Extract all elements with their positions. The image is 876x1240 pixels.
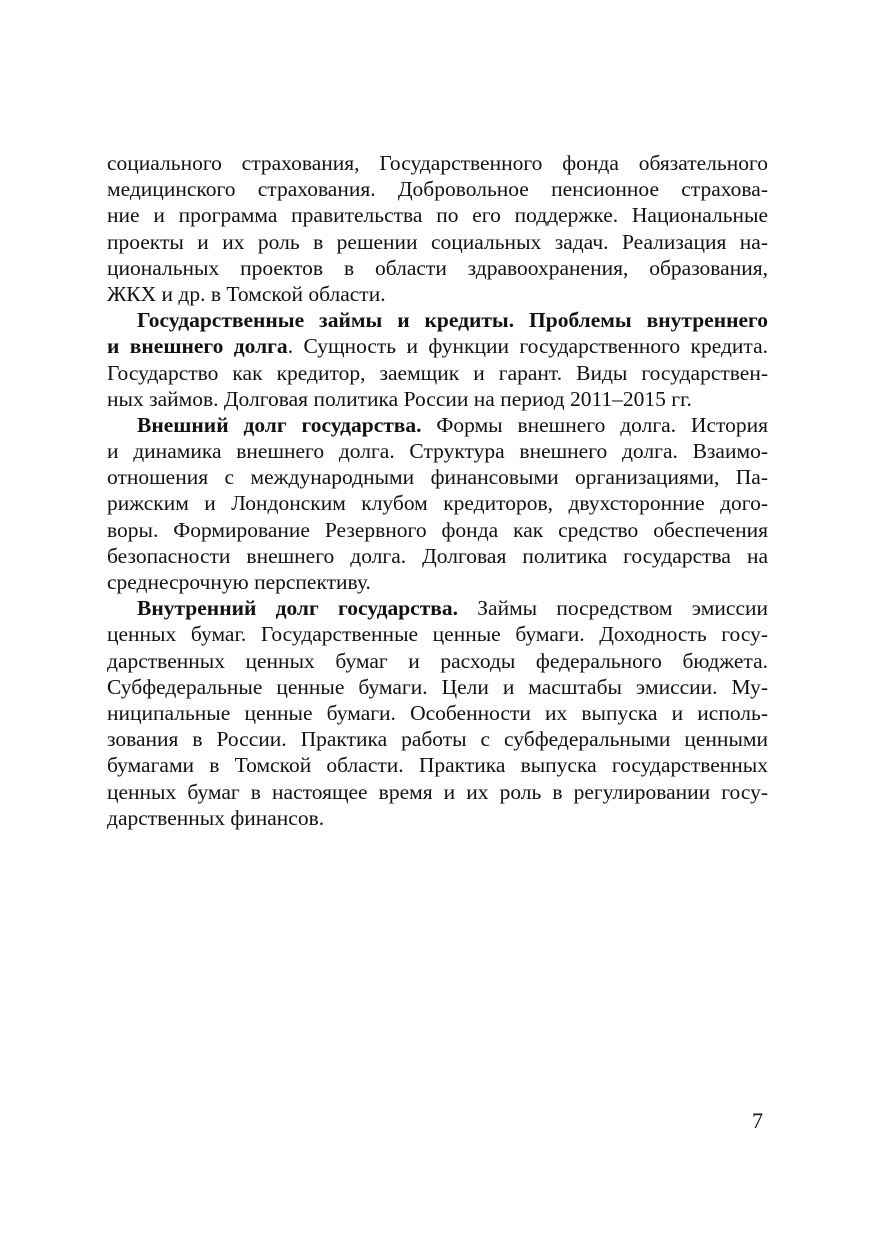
text-run: зования в России. Практика работы с субфедеральными ценными xyxy=(107,727,768,752)
text-line xyxy=(107,648,768,674)
text-line xyxy=(107,726,768,752)
text-run: медицинского страхования. Добровольное пенсионное страхова- xyxy=(107,177,768,202)
text-run: дарственных финансов. xyxy=(107,805,325,830)
text-run: бумагами в Томской области. Практика выпуска государственных xyxy=(107,753,768,778)
text-line xyxy=(107,805,768,831)
text-run: ЖКХ и др. в Томской области. xyxy=(107,281,386,306)
section-heading-continued: и внешнего долга xyxy=(107,334,288,359)
text-run: среднесрочную перспективу. xyxy=(107,570,371,594)
body-text xyxy=(107,150,768,831)
text-line xyxy=(107,229,768,255)
text-line xyxy=(107,517,768,543)
text-line xyxy=(107,412,768,438)
text-run: Формы внешнего долга. История xyxy=(421,412,769,437)
text-run: воры. Формирование Резервного фонда как средство обеспечения xyxy=(107,517,768,542)
paragraph-state-loans xyxy=(107,307,768,412)
text-line xyxy=(107,333,768,359)
text-line xyxy=(107,569,768,595)
text-run: проекты и их роль в решении социальных задач. Реализация на- xyxy=(107,229,768,254)
text-line xyxy=(107,438,768,464)
text-run: ниципальные ценные бумаги. Особенности их выпуска и исполь- xyxy=(107,700,768,725)
text-line xyxy=(107,490,768,516)
text-run: и динамика внешнего долга. Структура внешнего долга. Взаимо- xyxy=(107,439,768,464)
text-run: Субфедеральные ценные бумаги. Цели и масштабы эмиссии. Му- xyxy=(107,674,768,699)
text-line xyxy=(107,307,768,333)
text-run: ценных бумаг. Государственные ценные бумаги. Доходность госу- xyxy=(107,622,768,647)
text-run: Займы посредством эмиссии xyxy=(458,596,768,621)
paragraph-internal-debt xyxy=(107,595,768,831)
text-line xyxy=(107,543,768,569)
text-run: отношения с международными финансовыми организациями, Па- xyxy=(107,465,768,490)
text-run: социального страхования, Государственного фонда обязательного xyxy=(107,151,768,175)
paragraph-external-debt xyxy=(107,412,768,595)
text-line xyxy=(107,202,768,228)
section-heading: Внешний долг государства. xyxy=(137,412,422,437)
page-number: 7 xyxy=(752,1108,763,1133)
text-run: дарственных ценных бумаг и расходы федерального бюджета. xyxy=(107,648,768,673)
text-run: рижским и Лондонским клубом кредиторов, двухсторонние дого- xyxy=(107,491,768,516)
paragraph-social-insurance xyxy=(107,150,768,307)
text-run: циональных проектов в области здравоохранения, образования, xyxy=(107,255,768,280)
text-run: безопасности внешнего долга. Долговая политика государства на xyxy=(107,543,768,568)
text-line xyxy=(107,281,768,307)
text-run: ние и программа правительства по его поддержке. Национальные xyxy=(107,203,768,228)
text-run: . Сущность и функции государственного кредита. xyxy=(287,334,769,359)
text-line xyxy=(107,621,768,647)
text-line xyxy=(107,595,768,621)
text-line xyxy=(107,360,768,386)
text-line xyxy=(107,464,768,490)
text-run: ных займов. Долговая политика России на период 2011–2015 гг. xyxy=(107,386,692,411)
text-line xyxy=(107,700,768,726)
text-line xyxy=(107,255,768,281)
text-line xyxy=(107,674,768,700)
text-run: ценных бумаг в настоящее время и их роль в регулировании госу- xyxy=(107,779,768,804)
text-line xyxy=(107,386,768,412)
text-line xyxy=(107,176,768,202)
text-line xyxy=(107,150,768,176)
text-line xyxy=(107,779,768,805)
section-heading: Внутренний долг государства. xyxy=(137,596,459,621)
text-line xyxy=(107,752,768,778)
text-run: Государство как кредитор, заемщик и гарант. Виды государствен- xyxy=(107,360,768,385)
section-heading: Государственные займы и кредиты. Проблемы внутреннего xyxy=(137,308,768,333)
